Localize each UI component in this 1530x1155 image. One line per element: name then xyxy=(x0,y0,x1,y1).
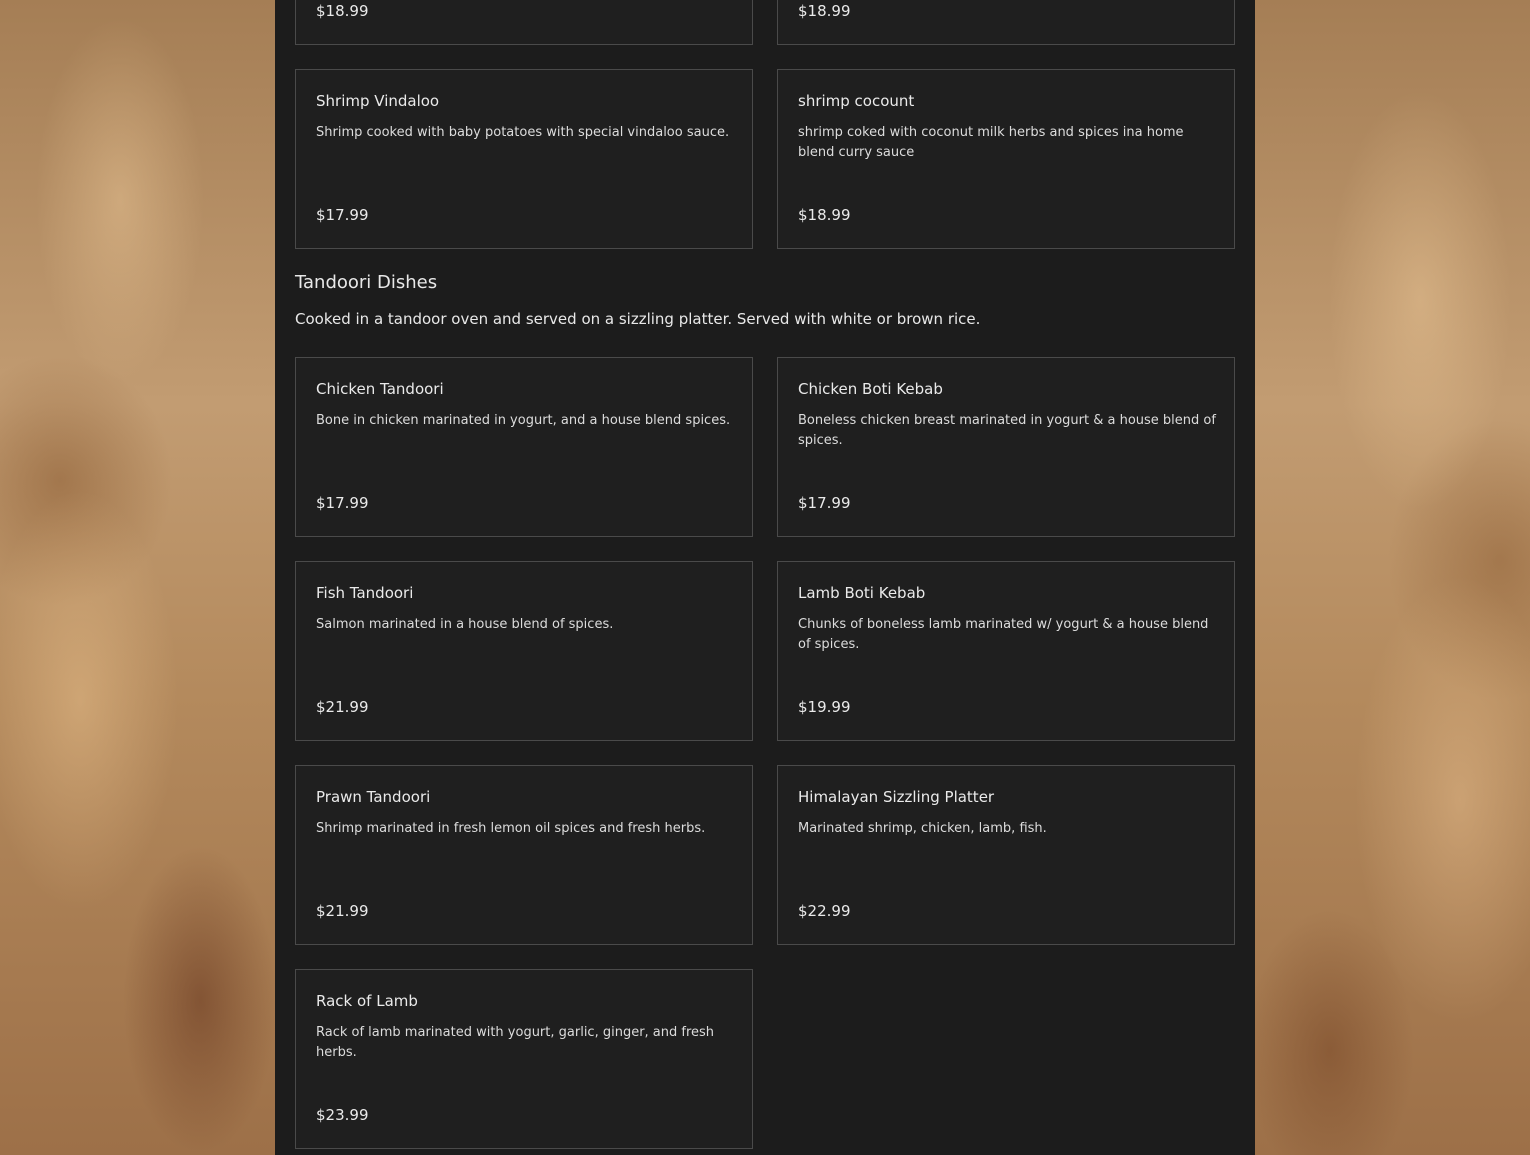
menu-item-description: Bone in chicken marinated in yogurt, and a house blend spices. xyxy=(316,413,731,428)
menu-item-name: Prawn Tandoori xyxy=(316,788,431,806)
section-description: Cooked in a tandoor oven and served on a sizzling platter. Served with white or brown rice. xyxy=(295,310,981,328)
menu-item-name: shrimp cocount xyxy=(798,92,915,110)
menu-item-price: $18.99 xyxy=(798,206,851,224)
menu-item-price: $17.99 xyxy=(798,494,851,512)
menu-item-price: $17.99 xyxy=(316,494,369,512)
menu-item-card[interactable] xyxy=(777,69,1235,249)
menu-item-description: Rack of lamb marinated with yogurt, garlic, ginger, and fresh herbs. xyxy=(316,1025,715,1060)
menu-item-name: Chicken Tandoori xyxy=(316,380,444,398)
menu-item-card[interactable] xyxy=(295,969,753,1149)
menu-item-card[interactable] xyxy=(777,765,1235,945)
menu-item-description: Marinated shrimp, chicken, lamb, fish. xyxy=(798,821,1047,836)
menu-item-price: $23.99 xyxy=(316,1106,369,1124)
menu-item-name: Shrimp Vindaloo xyxy=(316,92,440,110)
menu-item-card[interactable] xyxy=(295,0,753,45)
menu-item-card[interactable] xyxy=(295,561,753,741)
menu-item-name: Fish Tandoori xyxy=(316,584,414,602)
menu-item-card[interactable] xyxy=(777,0,1235,45)
menu-item-price: $19.99 xyxy=(798,698,851,716)
menu-item-description: Shrimp marinated in fresh lemon oil spices and fresh herbs. xyxy=(316,821,706,836)
menu-item-name: Himalayan Sizzling Platter xyxy=(798,788,995,806)
menu-item-price: $17.99 xyxy=(316,206,369,224)
menu-item-card[interactable] xyxy=(295,357,753,537)
menu-item-name: Rack of Lamb xyxy=(316,992,418,1010)
menu-item-description: Boneless chicken breast marinated in yogurt & a house blend of spices. xyxy=(798,413,1216,448)
section-title: Tandoori Dishes xyxy=(295,272,438,293)
menu-item-price: $18.99 xyxy=(798,2,851,20)
menu-item-description: Chunks of boneless lamb marinated w/ yogurt & a house blend of spices. xyxy=(798,617,1209,652)
menu-panel xyxy=(275,0,1255,1155)
menu-item-card[interactable] xyxy=(295,765,753,945)
menu-item-card[interactable] xyxy=(295,69,753,249)
menu-item-name: Chicken Boti Kebab xyxy=(798,380,943,398)
menu-item-price: $21.99 xyxy=(316,902,369,920)
menu-item-description: shrimp coked with coconut milk herbs and spices ina home blend curry sauce xyxy=(798,125,1184,160)
menu-item-card[interactable] xyxy=(777,357,1235,537)
menu-item-price: $21.99 xyxy=(316,698,369,716)
menu-item-price: $18.99 xyxy=(316,2,369,20)
menu-item-price: $22.99 xyxy=(798,902,851,920)
menu-item-name: Lamb Boti Kebab xyxy=(798,584,926,602)
menu-item-description: Shrimp cooked with baby potatoes with special vindaloo sauce. xyxy=(316,125,730,140)
menu-item-description: Salmon marinated in a house blend of spices. xyxy=(316,617,614,632)
menu-item-card[interactable] xyxy=(777,561,1235,741)
